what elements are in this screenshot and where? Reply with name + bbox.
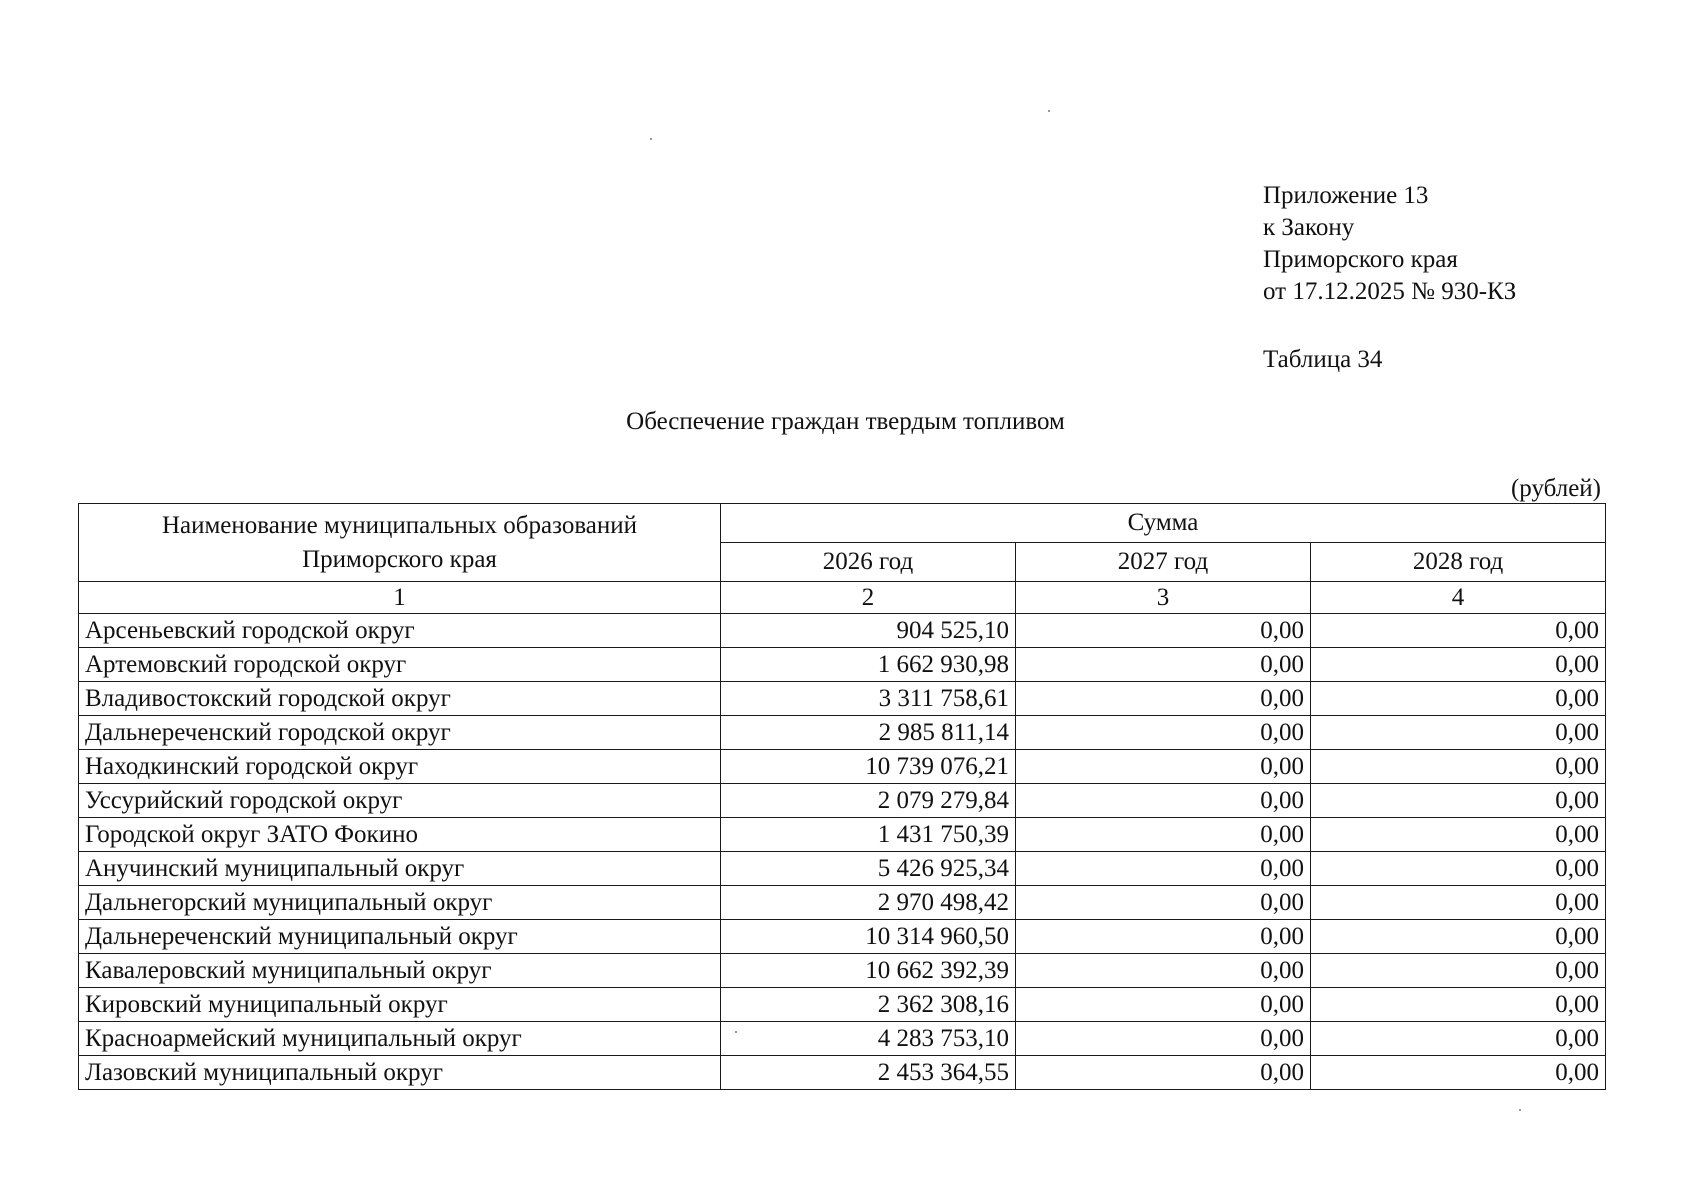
amount-cell: 0,00 — [1311, 614, 1606, 648]
column-number-cell: 1 — [79, 582, 721, 614]
amount-cell: 0,00 — [1016, 1022, 1311, 1056]
amount-cell: 0,00 — [1311, 886, 1606, 920]
scan-speck — [735, 1031, 737, 1033]
municipality-name-cell: Дальнереченский муниципальный округ — [79, 920, 721, 954]
amount-cell: 0,00 — [1311, 818, 1606, 852]
municipality-name-cell: Дальнегорский муниципальный округ — [79, 886, 721, 920]
amount-cell: 0,00 — [1311, 1056, 1606, 1090]
amount-cell: 0,00 — [1311, 750, 1606, 784]
units-label: (рублей) — [1510, 475, 1601, 502]
amount-cell: 0,00 — [1016, 716, 1311, 750]
amount-cell: 0,00 — [1311, 1022, 1606, 1056]
table-row — [79, 784, 1606, 818]
table-body — [79, 614, 1606, 1090]
table-row — [79, 954, 1606, 988]
municipality-name-cell: Кировский муниципальный округ — [79, 988, 721, 1022]
appendix-line: от 17.12.2025 № 930-КЗ — [1263, 278, 1517, 305]
municipality-name-cell: Арсеньевский городской округ — [79, 614, 721, 648]
amount-cell: 2 985 811,14 — [721, 716, 1016, 750]
header-name-line: Наименование муниципальных образований — [161, 511, 638, 539]
table-row — [79, 1056, 1606, 1090]
amount-cell: 5 426 925,34 — [721, 852, 1016, 886]
amount-cell: 2 970 498,42 — [721, 886, 1016, 920]
amount-cell: 0,00 — [1016, 818, 1311, 852]
amount-cell: 0,00 — [1311, 988, 1606, 1022]
header-sum-cell: Сумма — [721, 504, 1606, 543]
table-row — [79, 852, 1606, 886]
header-year-cell: 2026 год — [721, 543, 1016, 582]
amount-cell: 0,00 — [1016, 920, 1311, 954]
column-number-cell: 4 — [1311, 582, 1606, 614]
amount-cell: 0,00 — [1016, 648, 1311, 682]
table-header — [79, 504, 1606, 614]
table-row — [79, 818, 1606, 852]
scan-speck — [1048, 110, 1050, 112]
amount-cell: 3 311 758,61 — [721, 682, 1016, 716]
amount-cell: 0,00 — [1016, 852, 1311, 886]
amount-cell: 0,00 — [1311, 852, 1606, 886]
municipality-name-cell: Анучинский муниципальный округ — [79, 852, 721, 886]
municipality-name-cell: Кавалеровский муниципальный округ — [79, 954, 721, 988]
header-year-cell: 2027 год — [1016, 543, 1311, 582]
header-name-line: Приморского края — [302, 545, 497, 573]
document-title: Обеспечение граждан твердым топливом — [626, 408, 1065, 435]
amount-cell: 0,00 — [1016, 784, 1311, 818]
amount-cell: 0,00 — [1016, 682, 1311, 716]
amount-cell: 10 314 960,50 — [721, 920, 1016, 954]
amount-cell: 0,00 — [1311, 954, 1606, 988]
amount-cell: 10 739 076,21 — [721, 750, 1016, 784]
appendix-line: к Закону — [1263, 214, 1355, 241]
table-row — [79, 750, 1606, 784]
municipality-name-cell: Красноармейский муниципальный округ — [79, 1022, 721, 1056]
table-row — [79, 1022, 1606, 1056]
amount-cell: 904 525,10 — [721, 614, 1016, 648]
table-row — [79, 886, 1606, 920]
municipality-name-cell: Уссурийский городской округ — [79, 784, 721, 818]
municipality-name-cell: Городской округ ЗАТО Фокино — [79, 818, 721, 852]
amount-cell: 0,00 — [1016, 988, 1311, 1022]
amount-cell: 0,00 — [1016, 614, 1311, 648]
municipality-name-cell: Владивостокский городской округ — [79, 682, 721, 716]
municipality-name-cell: Дальнереченский городской округ — [79, 716, 721, 750]
amount-cell: 0,00 — [1016, 750, 1311, 784]
amount-cell: 0,00 — [1311, 716, 1606, 750]
municipality-name-cell: Лазовский муниципальный округ — [79, 1056, 721, 1090]
table-number: Таблица 34 — [1263, 346, 1383, 373]
amount-cell: 0,00 — [1311, 682, 1606, 716]
table-row — [79, 920, 1606, 954]
amount-cell: 10 662 392,39 — [721, 954, 1016, 988]
amount-cell: 0,00 — [1016, 886, 1311, 920]
amount-cell: 1 662 930,98 — [721, 648, 1016, 682]
budget-table — [78, 503, 1606, 1090]
municipality-name-cell: Находкинский городской округ — [79, 750, 721, 784]
table-row — [79, 648, 1606, 682]
amount-cell: 0,00 — [1016, 1056, 1311, 1090]
amount-cell: 2 362 308,16 — [721, 988, 1016, 1022]
amount-cell: 2 453 364,55 — [721, 1056, 1016, 1090]
appendix-line: Приложение 13 — [1263, 182, 1429, 209]
amount-cell: 4 283 753,10 — [721, 1022, 1016, 1056]
appendix-line: Приморского края — [1263, 246, 1458, 273]
table-row — [79, 988, 1606, 1022]
scan-speck — [650, 138, 652, 140]
municipality-name-cell: Артемовский городской округ — [79, 648, 721, 682]
scan-speck — [1519, 1109, 1521, 1111]
column-number-cell: 2 — [721, 582, 1016, 614]
amount-cell: 1 431 750,39 — [721, 818, 1016, 852]
table-row — [79, 716, 1606, 750]
amount-cell: 0,00 — [1311, 920, 1606, 954]
amount-cell: 0,00 — [1311, 648, 1606, 682]
column-number-cell: 3 — [1016, 582, 1311, 614]
header-name-cell — [79, 504, 721, 582]
table-row — [79, 682, 1606, 716]
table-row — [79, 614, 1606, 648]
header-year-cell: 2028 год — [1311, 543, 1606, 582]
appendix-header — [1263, 180, 1516, 308]
amount-cell: 2 079 279,84 — [721, 784, 1016, 818]
amount-cell: 0,00 — [1016, 954, 1311, 988]
amount-cell: 0,00 — [1311, 784, 1606, 818]
